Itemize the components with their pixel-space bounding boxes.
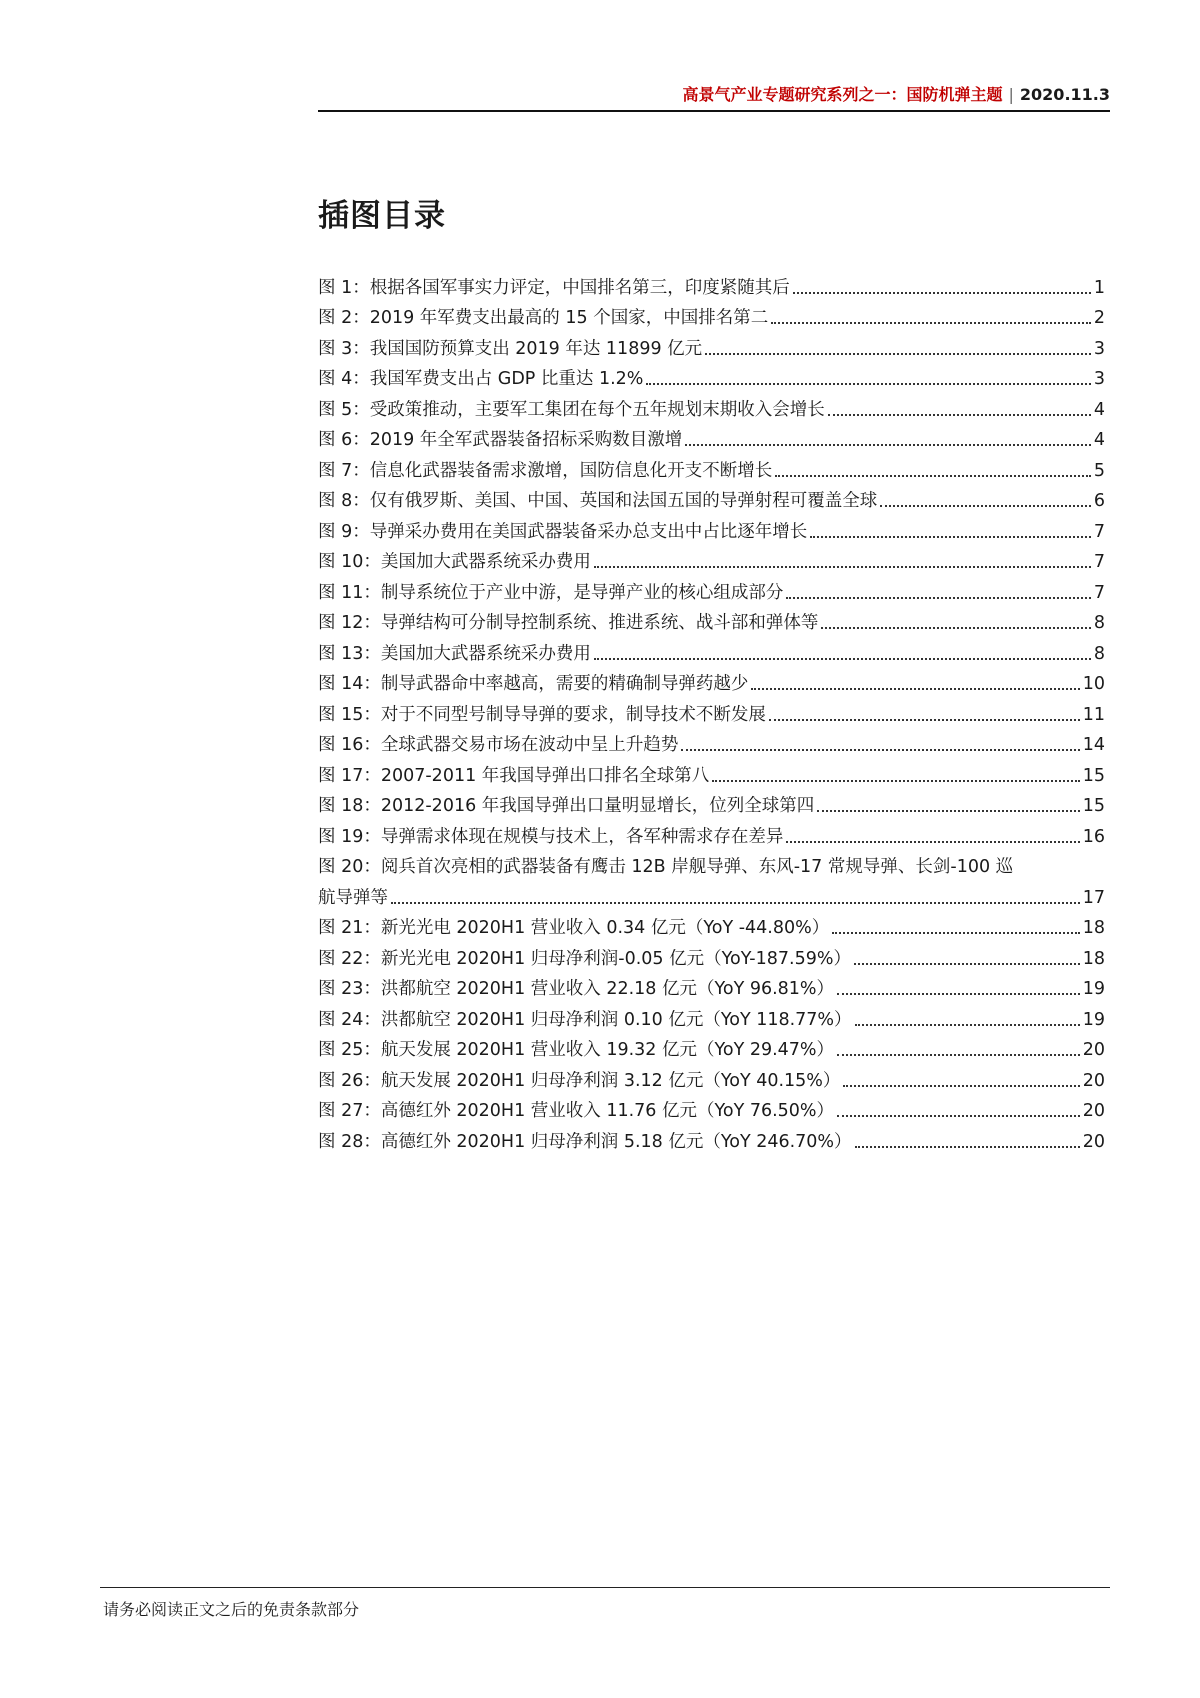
toc-entry-label: 图 6：2019 年全军武器装备招标采购数目激增 xyxy=(318,430,683,450)
toc-entry-page: 4 xyxy=(1093,430,1105,450)
toc-entry-label: 图 14：制导武器命中率越高，需要的精确制导弹药越少 xyxy=(318,674,749,694)
toc-entry-label: 图 4：我国军费支出占 GDP 比重达 1.2% xyxy=(318,369,644,389)
toc-entry[interactable] xyxy=(318,909,1105,940)
footer-disclaimer: 请务必阅读正文之后的免责条款部分 xyxy=(103,1600,360,1619)
footer-divider xyxy=(100,1587,1110,1588)
toc-entry-page: 14 xyxy=(1082,735,1105,755)
toc-entry-page: 17 xyxy=(1082,887,1105,908)
toc-entry-label: 图 25：航天发展 2020H1 营业收入 19.32 亿元（YoY 29.47%） xyxy=(318,1040,835,1060)
toc-entry[interactable] xyxy=(318,268,1105,299)
toc-entry[interactable] xyxy=(318,421,1105,452)
toc-entry-label: 图 23：洪都航空 2020H1 营业收入 22.18 亿元（YoY 96.81%） xyxy=(318,979,835,999)
toc-entry[interactable] xyxy=(318,634,1105,665)
dot-leader xyxy=(832,932,1079,934)
toc-entry[interactable] xyxy=(318,1061,1105,1092)
toc-entry-page: 6 xyxy=(1093,491,1105,511)
dot-leader xyxy=(391,902,1080,904)
toc-entry[interactable] xyxy=(318,665,1105,696)
dot-leader xyxy=(821,627,1091,629)
toc-entry-page: 18 xyxy=(1082,948,1105,969)
page-header xyxy=(318,84,1110,112)
toc-entry[interactable] xyxy=(318,817,1105,848)
toc-entry-label-continued: 航导弹等 xyxy=(318,887,388,908)
toc-entry-page: 8 xyxy=(1093,643,1105,664)
toc-entry[interactable] xyxy=(318,939,1105,970)
toc-entry-page: 5 xyxy=(1093,460,1105,481)
toc-entry-label: 图 18：2012-2016 年我国导弹出口量明显增长，位列全球第四 xyxy=(318,796,815,816)
toc-entry-page: 20 xyxy=(1082,1040,1105,1060)
toc-entry[interactable] xyxy=(318,451,1105,482)
toc-entry[interactable] xyxy=(318,1092,1105,1123)
toc-entry-page: 19 xyxy=(1082,1009,1105,1030)
dot-leader xyxy=(854,963,1080,965)
dot-leader xyxy=(775,475,1091,477)
dot-leader xyxy=(837,993,1080,995)
toc-entry-page: 3 xyxy=(1093,338,1105,359)
toc-entry[interactable] xyxy=(318,390,1105,421)
toc-entry-page: 19 xyxy=(1082,979,1105,999)
dot-leader xyxy=(855,1146,1080,1148)
dot-leader xyxy=(712,780,1079,782)
dot-leader xyxy=(771,322,1091,324)
dot-leader xyxy=(751,688,1079,690)
dot-leader xyxy=(828,414,1091,416)
dot-leader xyxy=(793,292,1091,294)
dot-leader xyxy=(685,444,1091,446)
toc-entry-label: 图 7：信息化武器装备需求激增，国防信息化开支不断增长 xyxy=(318,460,773,481)
toc-entry[interactable] xyxy=(318,299,1105,330)
toc-entry-label: 图 13：美国加大武器系统采办费用 xyxy=(318,643,591,664)
dot-leader xyxy=(594,566,1091,568)
toc-entry-page: 15 xyxy=(1082,765,1105,786)
toc-entry-page: 3 xyxy=(1093,369,1105,389)
dot-leader xyxy=(843,1085,1079,1087)
toc-entry[interactable] xyxy=(318,512,1105,543)
toc-entry-label: 图 1：根据各国军事实力评定，中国排名第三，印度紧随其后 xyxy=(318,277,790,298)
toc-entry-label: 图 26：航天发展 2020H1 归母净利润 3.12 亿元（YoY 40.15%） xyxy=(318,1070,841,1091)
dot-leader xyxy=(769,719,1080,721)
header-separator: | xyxy=(1008,85,1014,104)
toc-entry[interactable] xyxy=(318,573,1105,604)
dot-leader xyxy=(594,658,1091,660)
toc-entry[interactable] xyxy=(318,726,1105,757)
toc-entry-page: 11 xyxy=(1082,704,1105,725)
toc-entry-label: 图 19：导弹需求体现在规模与技术上，各军种需求存在差异 xyxy=(318,826,784,847)
toc-entry[interactable] xyxy=(318,1000,1105,1031)
toc-entry[interactable] xyxy=(318,482,1105,513)
page-title: 插图目录 xyxy=(318,198,446,234)
toc-entry-label: 图 11：制导系统位于产业中游，是导弹产业的核心组成部分 xyxy=(318,582,784,603)
toc-entry-page: 10 xyxy=(1082,674,1105,694)
toc-entry[interactable] xyxy=(318,604,1105,635)
toc-entry-page: 20 xyxy=(1082,1070,1105,1091)
toc-entry-label: 图 2：2019 年军费支出最高的 15 个国家，中国排名第二 xyxy=(318,308,769,328)
toc-entry[interactable] xyxy=(318,695,1105,726)
dot-leader xyxy=(855,1024,1080,1026)
toc-entry[interactable] xyxy=(318,543,1105,574)
toc-entry-label: 图 28：高德红外 2020H1 归母净利润 5.18 亿元（YoY 246.70%） xyxy=(318,1131,852,1152)
toc-entry[interactable] xyxy=(318,1031,1105,1062)
toc-entry-label: 图 21：新光光电 2020H1 营业收入 0.34 亿元（YoY -44.80%） xyxy=(318,918,830,938)
toc-entry-page: 4 xyxy=(1093,399,1105,420)
toc-entry-page: 7 xyxy=(1093,582,1105,603)
toc-entry-page: 7 xyxy=(1093,552,1105,572)
toc-entry-page: 2 xyxy=(1093,308,1105,328)
report-title: 高景气产业专题研究系列之一：国防机弹主题 xyxy=(682,85,1003,104)
figure-list xyxy=(318,268,1105,1153)
toc-entry-label: 图 22：新光光电 2020H1 归母净利润-0.05 亿元（YoY-187.59%） xyxy=(318,948,851,969)
toc-entry-label: 图 5：受政策推动，主要军工集团在每个五年规划末期收入会增长 xyxy=(318,399,825,420)
toc-entry-label: 图 10：美国加大武器系统采办费用 xyxy=(318,552,591,572)
toc-entry-page: 20 xyxy=(1082,1131,1105,1152)
dot-leader xyxy=(786,597,1091,599)
toc-entry[interactable] xyxy=(318,848,1105,909)
toc-entry-label: 图 17：2007-2011 年我国导弹出口排名全球第八 xyxy=(318,765,710,786)
dot-leader xyxy=(705,353,1091,355)
toc-entry[interactable] xyxy=(318,970,1105,1001)
toc-entry-label: 图 8：仅有俄罗斯、美国、中国、英国和法国五国的导弹射程可覆盖全球 xyxy=(318,491,878,511)
dot-leader xyxy=(837,1115,1080,1117)
toc-entry-page: 1 xyxy=(1093,277,1105,298)
dot-leader xyxy=(837,1054,1080,1056)
dot-leader xyxy=(810,536,1091,538)
toc-entry-page: 18 xyxy=(1082,918,1105,938)
toc-entry-page: 7 xyxy=(1093,521,1105,542)
toc-entry-label: 图 15：对于不同型号制导导弹的要求，制导技术不断发展 xyxy=(318,704,766,725)
toc-entry-page: 16 xyxy=(1082,826,1105,847)
toc-entry-label: 图 24：洪都航空 2020H1 归母净利润 0.10 亿元（YoY 118.77%） xyxy=(318,1009,852,1030)
toc-entry[interactable] xyxy=(318,787,1105,818)
toc-entry-label: 图 3：我国国防预算支出 2019 年达 11899 亿元 xyxy=(318,338,703,359)
toc-entry-page: 15 xyxy=(1082,796,1105,816)
toc-entry-label: 图 27：高德红外 2020H1 营业收入 11.76 亿元（YoY 76.50%） xyxy=(318,1101,835,1121)
dot-leader xyxy=(880,505,1091,507)
toc-entry-page: 8 xyxy=(1093,613,1105,633)
dot-leader xyxy=(817,810,1079,812)
toc-entry-label: 图 12：导弹结构可分制导控制系统、推进系统、战斗部和弹体等 xyxy=(318,613,819,633)
toc-entry-label: 图 20：阅兵首次亮相的武器装备有鹰击 12B 岸舰导弹、东风-17 常规导弹、长剑-100 巡 xyxy=(318,857,1014,877)
toc-entry-page: 20 xyxy=(1082,1101,1105,1121)
toc-entry-label: 图 9：导弹采办费用在美国武器装备采办总支出中占比逐年增长 xyxy=(318,521,808,542)
dot-leader xyxy=(681,749,1079,751)
dot-leader xyxy=(786,841,1079,843)
toc-entry-label: 图 16：全球武器交易市场在波动中呈上升趋势 xyxy=(318,735,679,755)
dot-leader xyxy=(646,383,1090,385)
toc-entry[interactable] xyxy=(318,360,1105,391)
toc-entry[interactable] xyxy=(318,756,1105,787)
toc-entry[interactable] xyxy=(318,329,1105,360)
report-date: 2020.11.3 xyxy=(1019,85,1110,104)
toc-entry[interactable] xyxy=(318,1122,1105,1153)
